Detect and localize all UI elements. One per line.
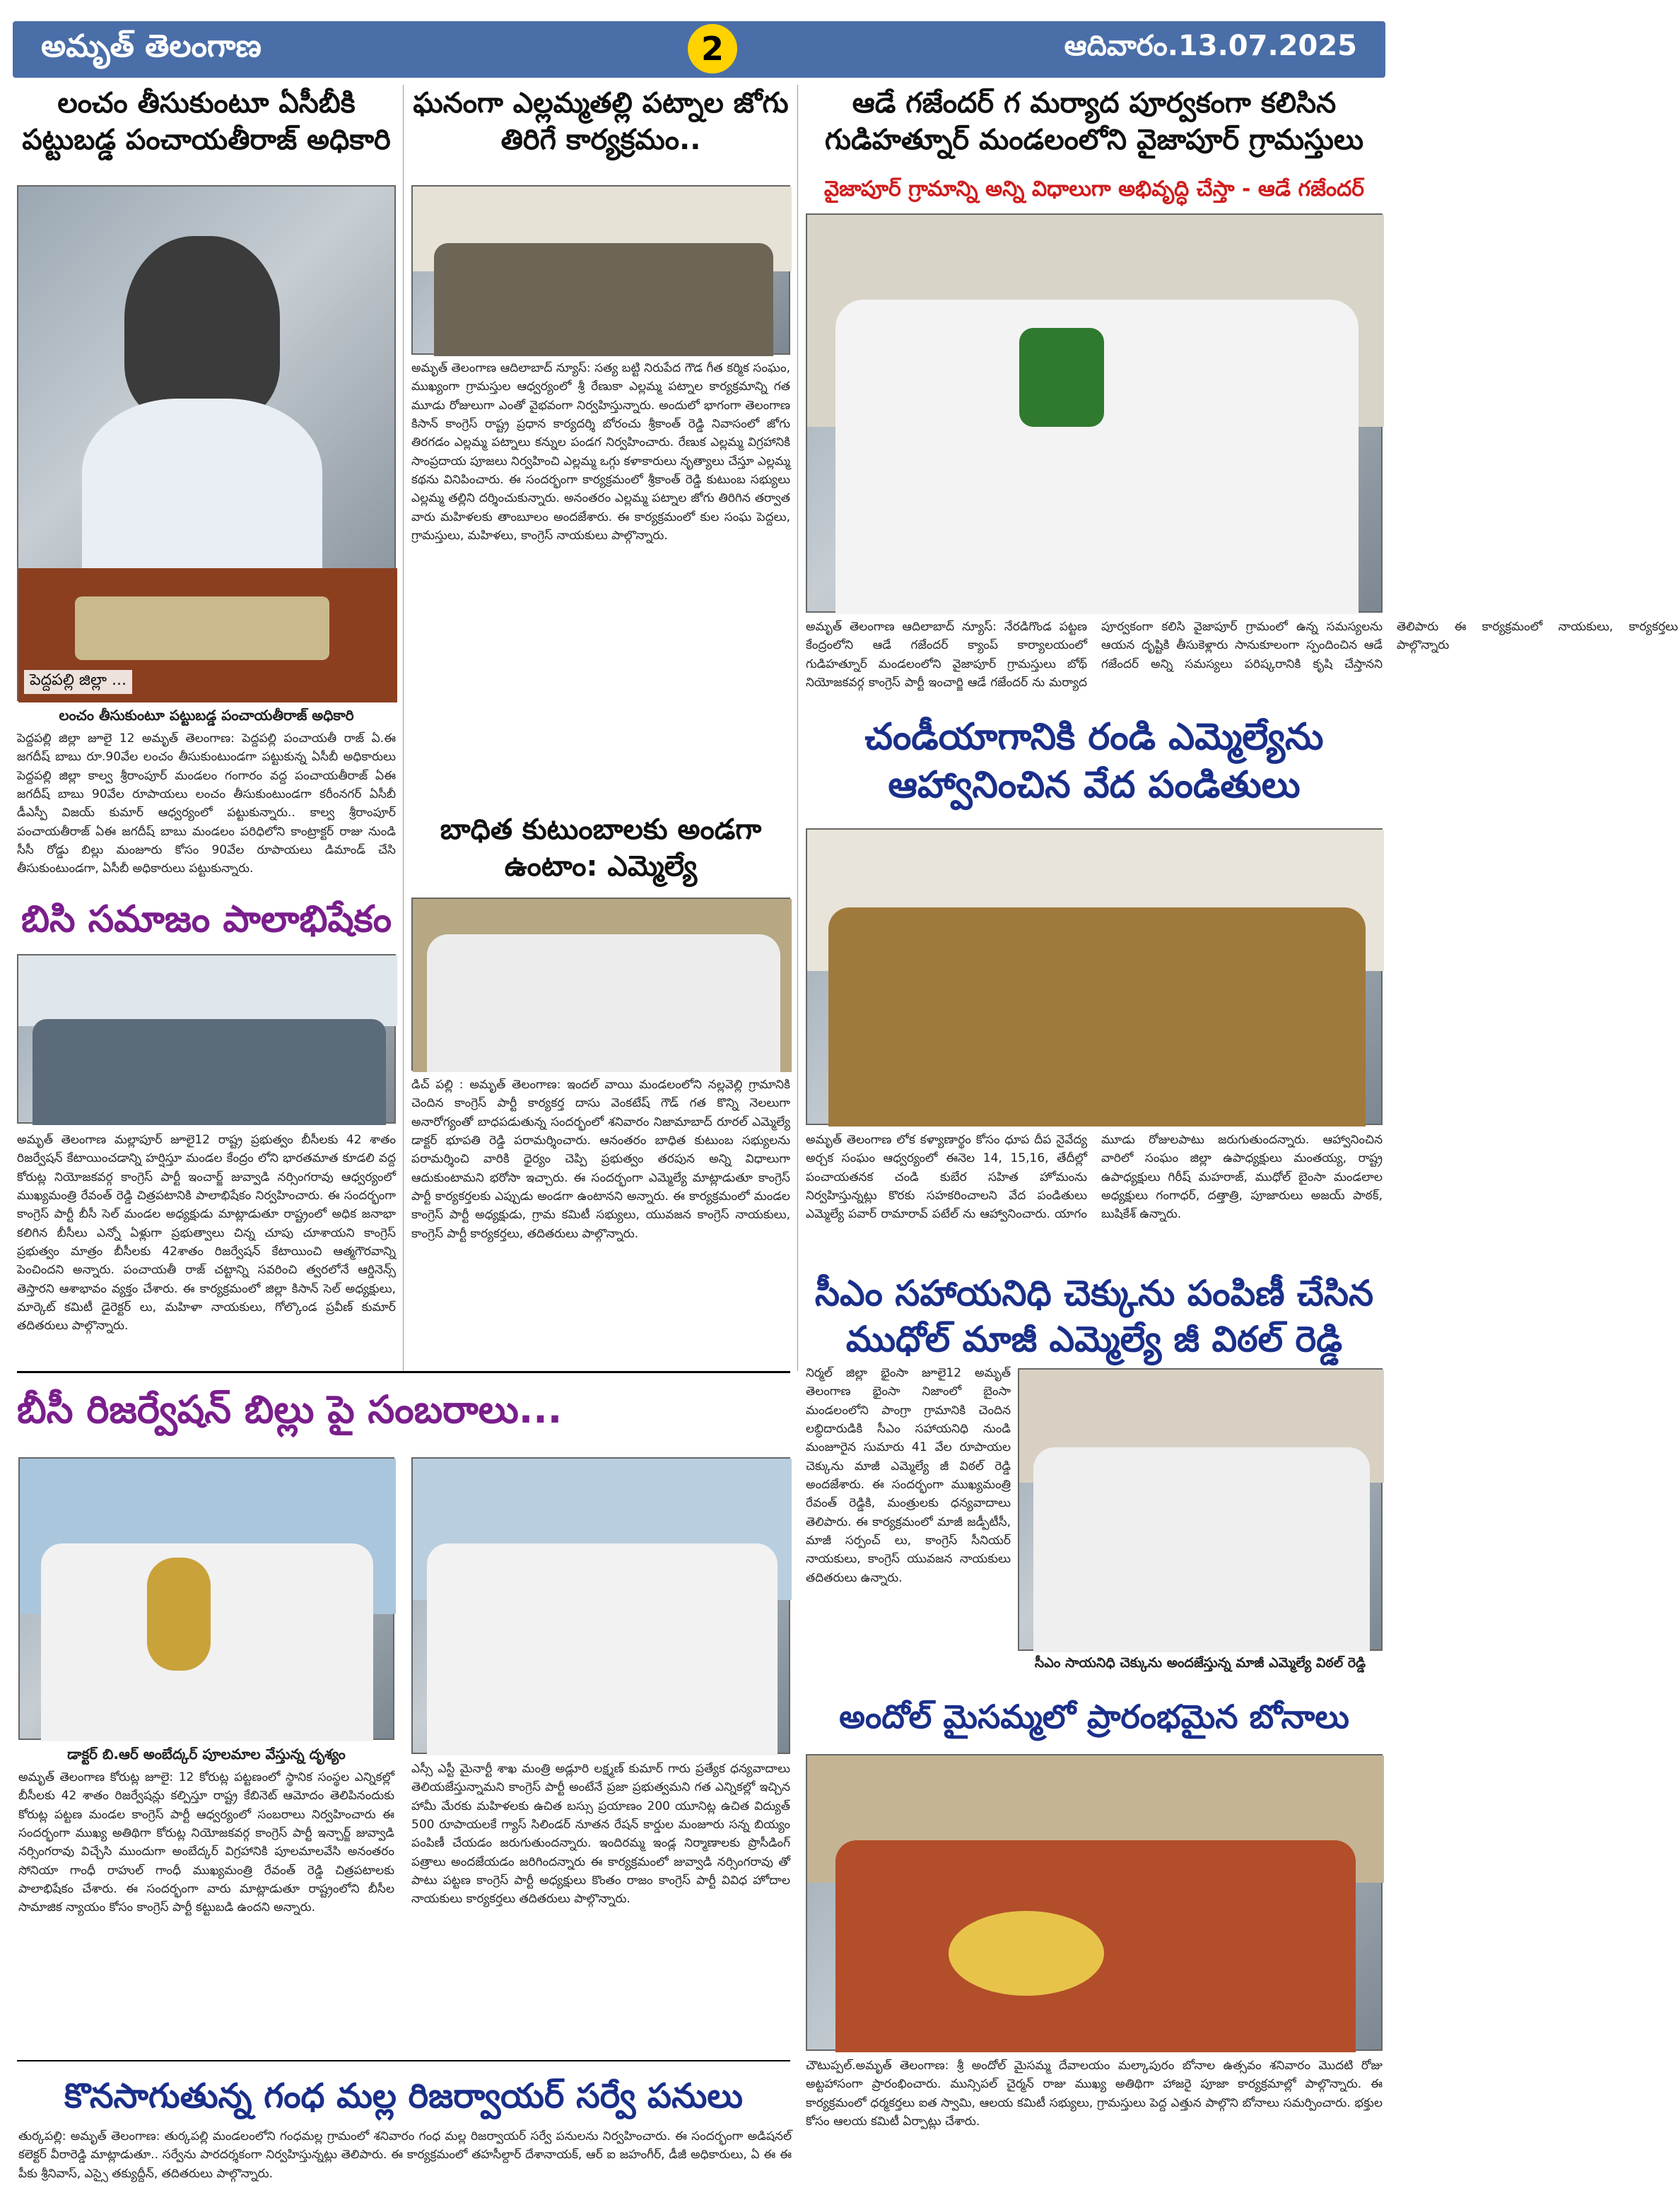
survey-body: తుర్కపల్లి: అమృత్ తెలంగాణ: తుర్కపల్లి మండలంలోని గంధమల్ల గ్రామంలో శనివారం గంధ మల్ల రిజర్వాయర్ సర్వే పనులను నిర్వహించారు. ఈ సందర్భంగా అడిషనల్ కలెక్టర్ వీరారెడ్డి మాట్లాడుతూ.. సర్వేను పారదర్శకంగా నిర్వహిస్తున్నట్లు తెలిపారు. ఈ కార్యక్రమంలో తహసీల్దార్ దేశానాయక్, ఆర్ ఐ జహంగీర్, డీజీ అధికారులు, ఏ ఈ ఈ పీకు శ్రీనివాస్, ఎస్సై తక్యుద్దీన్, తదితరులు పాల్గొన్నారు.	[18, 2129, 792, 2181]
bc-bill-photo-right	[411, 1457, 790, 1754]
gajender-body: అమృత్ తెలంగాణ ఆదిలాబాద్ న్యూస్: నేరడిగొండ పట్టణ కేంద్రంలోని ఆడే గజేందర్ క్యాంప్ కార్యాలయంలో గుడిహత్నూర్ మండలంలోని వైజాపూర్ గ్రామస్తులు బోథ్ నియోజకవర్గ కాంగ్రెస్ పార్టీ ఇంచార్జి ఆడే గజేందర్ ను మర్యాద పూర్వకంగా కలిసి వైజాపూర్ గ్రామంలో ఉన్న సమస్యలను ఆయన దృష్టికి తీసుకెళ్లారు సానుకూలంగా స్పందించిన ఆడే గజేందర్ అన్ని సమస్యలు పరిష్కరానికి కృషి చేస్తానని తెలిపారు ఈ కార్యక్రమంలో నాయకులు, కార్యకర్తలు పాల్గొన్నారు	[806, 620, 1678, 690]
masthead	[13, 21, 1385, 78]
chandi-photo	[806, 828, 1383, 1125]
gajender-headline: ఆడే గజేందర్ గ మర్యాద పూర్వకంగా కలిసిన గుడిహత్నూర్ మండలంలోని వైజాపూర్ గ్రామస్తులు	[824, 87, 1364, 156]
yellamma-photo	[411, 185, 790, 355]
yellamma-body: అమృత్ తెలంగాణ ఆదిలాబాద్ న్యూస్: సత్య బట్టి నిరుపేద గౌడ గీత కర్మిక సంఘం, ముఖ్యంగా గ్రామస్తుల ఆధ్వర్యంలో శ్రీ రేణుకా ఎల్లమ్మ పట్నాల కార్యక్రమాన్ని గత మూడు రోజులుగా ఎంతో వైభవంగా నిర్వహిస్తున్నారు. అందులో భాగంగా తెలంగాణ కిసాన్ కాంగ్రెస్ రాష్ట్ర ప్రధాన కార్యదర్శి బోరంచు శ్రీకాంత్ రెడ్డి నివాసంలో జోగు తిరగడం ఎల్లమ్మ పట్నాలు కన్నుల పండగ నిర్వహించారు. రేణుక ఎల్లమ్మ విగ్రహానికి సాంప్రదాయ పూజలు నిర్వహించి ఎల్లమ్మ ఒగ్గు కళాకారులు నృత్యాలు చేస్తూ ఎల్లమ్మ కథను వినిపించారు. ఈ సందర్భంగా కార్యక్రమంలో శ్రీకాంత్ రెడ్డి కుటుంబ సభ్యులు ఎల్లమ్మ తల్లిని దర్శించుకున్నారు. అనంతరం ఎల్లమ్మ పట్నాల జోగు తిరిగిన తర్వాత వారు మహిళలకు తాంబూలం అందజేశారు. ఈ కార్యక్రమంలో కుల సంఘ పెద్దలు, గ్రామస్తులు, మహిళలు, కాంగ్రెస్ నాయకులు పాల్గొన్నారు.	[411, 361, 790, 543]
acb-photo-label: పెద్దపల్లి జిల్లా ...	[24, 670, 132, 694]
column-divider	[403, 85, 404, 1371]
chandi-headline: చండీయాగానికి రండి ఎమ్మెల్యేను ఆహ్వానించిన వేద పండితులు	[864, 716, 1324, 806]
bc-photo	[17, 954, 396, 1124]
bc-bill-body-right: ఎస్సీ ఎస్టీ మైనార్టీ శాఖ మంత్రి అడ్లూరి లక్ష్మణ్ కుమార్ గారు ప్రత్యేక ధన్యవాదాలు తెలియజేస్తున్నామని కాంగ్రెస్ పార్టీ అంటేనే ప్రజా ప్రభుత్వమని గత ఎన్నికల్లో ఇచ్చిన హామీ మేరకు మహిళలకు ఉచిత బస్సు ప్రయాణం 200 యూనిట్ల ఉచిత విద్యుత్ 500 రూపాయలకే గ్యాస్ సిలిండర్ నూతన రేషన్ కార్డుల మంజూరు సన్న బియ్యం పంపిణీ చేయడం జరుగుతుందన్నారు. ఇందిరమ్మ ఇండ్ల నిర్మాణాలకు ప్రొసీడింగ్ పత్రాలు అందజేయడం జరిగిందన్నారు ఈ కార్యక్రమంలో జువ్వాడి నర్సింగరావు తో పాటు పట్టణ కాంగ్రెస్ పార్టీ అధ్యక్షులు కొంతం రాజం కాంగ్రెస్ పార్టీ వివిధ హోదాల నాయకులు కార్యకర్తలు తదితరులు పాల్గొన్నారు.	[411, 1762, 790, 1907]
cmrf-photo-caption: సీఎం సాయనిధి చెక్కును అందజేస్తున్న మాజీ ఎమ్మెల్యే విఠల్ రెడ్డి	[1034, 1655, 1366, 1671]
bc-bill-headline: బీసీ రిజర్వేషన్ బిల్లు పై సంబరాలు...	[17, 1387, 563, 1432]
section-divider	[17, 1371, 790, 1373]
bc-body: అమృత్ తెలంగాణ మల్లాపూర్ జూలై12 రాష్ట్ర ప్రభుత్వం బీసీలకు 42 శాతం రిజర్వేషన్ కేటాయించడాన్ని హర్షిస్తూ మండల కేంద్రం లోని భారతమాత కూడలి వద్ద కోరుట్ల నియోజకవర్గ కాంగ్రెస్ పార్టీ ఇంచార్జ్ జువ్వాడి నర్సింగరావు ఆధ్వర్యంలో ముఖ్యమంత్రి రేవంత్ రెడ్డి చిత్రపటానికి పాలాభిషేకం నిర్వహించారు. ఈ సందర్భంగా కాంగ్రెస్ పార్టీ బీసీ సెల్ మండల అధ్యక్షుడు మాట్లాడుతూ రాష్ట్రంలో అధిక జనాభా కలిగిన బీసీలు ఎన్నో ఏళ్లుగా ప్రభుత్వాలు చిన్న చూపు చూశాయని కాంగ్రెస్ ప్రభుత్వం మాత్రం బీసీలకు 42శాతం రిజర్వేషన్ కేటాయించి ఆత్మగౌరవాన్ని పెంచిందని అన్నారు. పంచాయతీ రాజ్ చట్టాన్ని సవరించి త్వరలోనే ఆర్డినెన్స్ తెస్తారని ఆశాభావం వ్యక్తం చేశారు. ఈ కార్యక్రమంలో జిల్లా కిసాన్ సెల్ అధ్యక్షులు, మార్కెట్ కమిటీ డైరెక్టర్ లు, మహిళా నాయకులు, గోల్కొండ ప్రవీణ్ కుమార్ తదితరులు పాల్గొన్నారు.	[17, 1133, 396, 1334]
mla-support-photo	[411, 898, 790, 1071]
bc-bill-photo-left	[18, 1457, 394, 1740]
bc-headline: బిసి సమాజం పాలాభిషేకం	[20, 898, 392, 941]
acb-body: పెద్దపల్లి జిల్లా జూలై 12 అమృత్ తెలంగాణ: పెద్దపల్లి పంచాయతీ రాజ్ ఏ.ఈ జగదీష్ బాబు రూ.90వేల లంచం తీసుకుంటుండగా పట్టుకున్న ఏసీబీ అధికారులు పెద్దపల్లి జిల్లా కాల్వ శ్రీరాంపూర్ మండలం గంగారం వద్ద పంచాయతీరాజ్ ఏఈ జగదీష్ బాబు 90వేల రూపాయలు లంచం తీసుకుంటుండగా కరీంనగర్ ఏసీబీ డీఎస్పీ విజయ్ కుమార్ ఆధ్వర్యంలో పట్టుకున్నారు.. కాల్వ శ్రీరాంపూర్ పంచాయతీరాజ్ ఏఈ జగదీష్ బాబు మండలం పరిధిలోని కాంట్రాక్టర్ రాజు నుండి సీసీ రోడ్డు బిల్లు మంజూరు కోసం 90వేల రూపాయలు డిమాండ్ చేసి తీసుకుంటుండగా, ఏసీబీ అధికారులు పట్టుకున్నారు.	[17, 731, 396, 876]
cmrf-photo	[1018, 1368, 1383, 1651]
cmrf-body: నిర్మల్ జిల్లా భైంసా జూలై12 అమృత్ తెలంగాణ భైంసా నిజాంలో బైంసా మండలంలోని పాంగ్రా గ్రామానికి చెందిన లబ్ధిదారుడికి సీఎం సహాయనిధి నుండి మంజూరైన సుమారు 41 వేల రూపాయల చెక్కును మాజీ ఎమ్మెల్యే జీ విఠల్ రెడ్డి అందజేశారు. ఈ సందర్భంగా ముఖ్యమంత్రి రేవంత్ రెడ్డికి, మంత్రులకు ధన్యవాదాలు తెలిపారు. ఈ కార్యక్రమంలో మాజీ జడ్పీటీసీ, మాజీ సర్పంచ్ లు, కాంగ్రెస్ సీనియర్ నాయకులు, కాంగ్రెస్ యువజన నాయకులు తదితరులు ఉన్నారు.	[806, 1366, 1011, 1585]
paper-name: అమృత్ తెలంగాణ	[41, 28, 262, 64]
gajender-subhead: వైజాపూర్ గ్రామాన్ని అన్ని విధాలుగా అభివృద్ధి చేస్తా - ఆడే గజేందర్	[823, 177, 1365, 201]
mla-support-body: డిచ్ పల్లి : అమృత్ తెలంగాణ: ఇందల్ వాయి మండలంలోని నల్లవెల్లి గ్రామానికి చెందిన కాంగ్రెస్ పార్టీ కార్యకర్త దాసు వెంకటేష్ గౌడ్ గత కొన్ని నెలలుగా అనారోగ్యంతో బాధపడుతున్న సందర్భంలో శనివారం నిజామాబాద్ రూరల్ ఎమ్మెల్యే డాక్టర్ భూపతి రెడ్డి పరామర్శించారు. ఆనంతరం బాధిత కుటుంబ సభ్యులను పరామర్శించి వారికి ధైర్యం చెప్పి ప్రభుత్వం తరపున అన్ని విధాలుగా ఆదుకుంటామని భరోసా ఇచ్చారు. ఈ సందర్భంగా ఎమ్మెల్యే మాట్లాడుతూ కాంగ్రెస్ పార్టీ కార్యకర్తలకు ఎప్పుడు అండగా ఉంటానని అన్నారు. ఈ కార్యక్రమంలో మండల కాంగ్రెస్ పార్టీ అధ్యక్షుడు, గ్రామ కమిటీ సభ్యులు, యువజన కాంగ్రెస్ నాయకులు, కాంగ్రెస్ పార్టీ కార్యకర్తలు, తదితరులు పాల్గొన్నారు.	[411, 1078, 790, 1241]
mla-support-headline: బాధిత కుటుంబాలకు అండగా ఉంటాం: ఎమ్మెల్యే	[440, 813, 762, 883]
acb-photo	[17, 185, 396, 701]
bc-bill-photo-caption: డాక్టర్ బి.ఆర్ అంబేద్కర్ పూలమాల వేస్తున్న దృశ్యం	[67, 1746, 346, 1763]
bonalu-photo	[806, 1754, 1383, 2051]
survey-headline: కొనసాగుతున్న గంధ మల్ల రిజర్వాయర్ సర్వే పనులు	[64, 2076, 744, 2116]
cmrf-headline: సీఎం సహాయనిధి చెక్కును పంపిణీ చేసిన ముధోల్ మాజీ ఎమ్మెల్యే జీ విఠల్ రెడ్డి	[814, 1273, 1374, 1360]
acb-headline: లంచం తీసుకుంటూ ఏసీబీకి పట్టుబడ్డ పంచాయతీరాజ్ అధికారి	[22, 87, 391, 156]
bonalu-headline: అందోల్ మైసమ్మలో ప్రారంభమైన బోనాలు	[839, 1698, 1349, 1736]
acb-caption: లంచం తీసుకుంటూ పట్టుబడ్డ పంచాయతీరాజ్ అధికారి	[59, 707, 354, 724]
chandi-body: అమృత్ తెలంగాణ లోక కళ్యాణార్థం కోసం ధూప దీప నైవేద్య అర్చక సంఘం ఆధ్వర్యంలో ఈనెల 14, 15,16, తేదీల్లో పంచాయతనక చండి కుబేర సహిత హోమంను నిర్వహిస్తున్నట్లు కొరకు సహకరించాలని వేద పండితులు ఎమ్మెల్యే పవార్ రామారావ్ పటేల్ ను ఆహ్వానించారు. యాగం మూడు రోజులపాటు జరుగుతుందన్నారు. ఆహ్వానించిన వారిలో సంఘం జిల్లా ఉపాధ్యక్షులు మంతయ్య, రాష్ట్ర ఉపాధ్యక్షులు గిరీష్ మహరాజ్, ముధోల్ బైంసా మండలాల అధ్యక్షులు గంగాధర్, దత్తాత్రి, పూజారులు అజయ్ పాఠక్, బుషికేశ్ ఉన్నారు.	[806, 1133, 1383, 1222]
page-number: 2	[688, 24, 737, 73]
bonalu-body: చౌటుప్పల్.అమృత్ తెలంగాణ: శ్రీ అందోల్ మైసమ్మ దేవాలయం మల్కాపురం బోనాల ఉత్సవం శనివారం మొదటి రోజు అట్టహాసంగా ప్రారంభించారు. మున్సిపల్ చైర్మన్ రాజు ముఖ్య అతిథిగా హాజరై పూజా కార్యక్రమాల్లో పాల్గొన్నారు. ఈ కార్యక్రమంలో ధర్మకర్తలు ఐత స్వామి, ఆలయ కమిటీ సభ్యులు, గ్రామస్తులు పెద్ద ఎత్తున పాల్గొని బోనాలు సమర్పించారు. భక్తుల కోసం ఆలయ కమిటీ ఏర్పాట్లు చేశారు.	[806, 2059, 1383, 2129]
section-divider	[17, 2060, 790, 2061]
issue-date: ఆదివారం.13.07.2025	[1064, 30, 1357, 62]
gajender-photo	[806, 213, 1383, 613]
column-divider	[797, 85, 798, 1371]
yellamma-headline: ఘనంగా ఎల్లమ్మతల్లి పట్నాల జోగు తిరిగే కార్యక్రమం..	[413, 87, 789, 156]
bc-bill-body-left: అమృత్ తెలంగాణ కోరుట్ల జూలై: 12 కోరుట్ల పట్టణంలో స్థానిక సంస్థల ఎన్నికల్లో బీసీలకు 42 శాతం రిజర్వేషన్లు కల్పిస్తూ రాష్ట్ర కేబినెట్ ఆమోదం తెలిపినందుకు కోరుట్ల పట్టణ మండల కాంగ్రెస్ పార్టీ ఆధ్వర్యంలో సంబరాలు నిర్వహించారు ఈ సందర్భంగా ముఖ్య అతిథిగా కోరుట్ల నియోజకవర్గ కాంగ్రెస్ పార్టీ ఇన్చార్జ్ జువ్వాడి నర్సింగరావు విచ్చేసి ముందుగా అంబేద్కర్ విగ్రహానికి పూలమాలవేసి అనంతరం సోనియా గాంధీ రాహుల్ గాంధీ ముఖ్యమంత్రి రేవంత్ రెడ్డి చిత్రపటాలకు పాలాభిషేకం చేశారు. ఈ సందర్భంగా వారు మాట్లాడుతూ రాష్ట్రంలోని బీసీల సామాజిక న్యాయం కోసం కాంగ్రెస్ పార్టీ కట్టుబడి ఉందని అన్నారు.	[18, 1770, 394, 1915]
